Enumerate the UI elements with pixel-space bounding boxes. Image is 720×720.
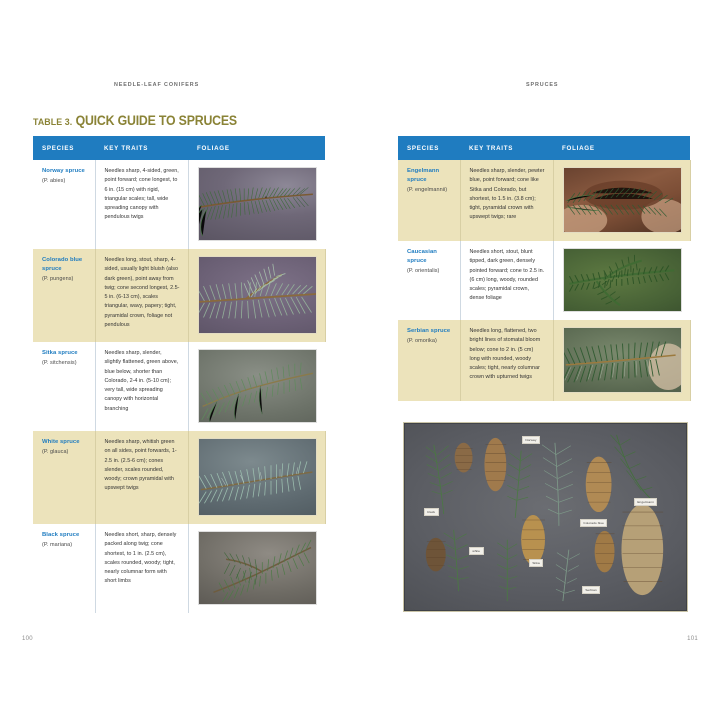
- species-cell: [398, 160, 460, 241]
- running-head-left: NEEDLE-LEAF CONIFERS: [114, 82, 200, 88]
- species-name: Colorado blue spruce: [42, 257, 83, 273]
- key-traits-text: Needles short, stout, blunt tipped, dark green, densely pointed forward; cone to 2.5 in. (6 cm) long, woody, rounded scales; pyramidal crown, dense foliage: [469, 249, 545, 302]
- specimen-label: Engelmann: [634, 498, 657, 506]
- foliage-cell: [188, 431, 325, 524]
- species-cell: [33, 160, 95, 249]
- column-header-foliage: FOLIAGE: [188, 136, 325, 160]
- species-name: Sitka spruce: [42, 350, 78, 356]
- specimen-label: Colorado blue: [580, 519, 607, 527]
- table-header-row: [398, 136, 690, 160]
- foliage-photo-engelmann-spruce: [563, 167, 682, 233]
- species-cell: [398, 320, 460, 401]
- column-header-species: SPECIES: [33, 136, 95, 160]
- specimen-label: Norway: [522, 436, 540, 444]
- species-latin: (P. glauca): [42, 449, 69, 456]
- species-latin: (P. sitchensis): [42, 360, 77, 367]
- specimen-plate-photo: [403, 422, 688, 612]
- species-latin: (P. mariana): [42, 542, 73, 549]
- species-latin: (P. abies): [42, 178, 66, 185]
- foliage-cell: [553, 241, 690, 320]
- page-number-left: 100: [22, 636, 33, 642]
- page-number-right: 101: [687, 636, 698, 642]
- key-traits-text: Needles sharp, whitish green on all sides, point forwards, 1-2.5 in. (2.5-6 cm); cones slender, scales rounded, woody; crown pyramidal with upswept twigs: [104, 439, 177, 492]
- species-cell: [33, 249, 95, 342]
- key-traits-cell: [95, 249, 188, 342]
- running-head-right: SPRUCES: [526, 82, 559, 88]
- key-traits-text: Needles sharp, slender, slightly flattened, green above, blue below, shorter than Colorado, 2-4 in. (5-10 cm); very tall, wide spreading canopy with horizontal branching: [104, 350, 179, 412]
- page-title: [33, 113, 237, 128]
- species-latin: (P. omorika): [407, 338, 437, 345]
- species-name: Engelmann spruce: [407, 168, 440, 184]
- table-title-number: TABLE 3.: [33, 117, 73, 128]
- foliage-photo-white-spruce: [198, 438, 317, 516]
- specimen-label: Sitka: [529, 559, 543, 567]
- spruce-guide-table-right: [398, 136, 691, 401]
- foliage-photo-sitka-spruce: [198, 349, 318, 423]
- foliage-photo-caucasian-spruce: [563, 248, 683, 312]
- table-header-row: [33, 136, 325, 160]
- foliage-photo-colorado-blue-spruce: [198, 256, 317, 334]
- species-cell: [398, 241, 460, 320]
- foliage-cell: [553, 320, 690, 401]
- table-title-text: QUICK GUIDE TO SPRUCES: [75, 113, 237, 128]
- species-latin: (P. engelmannii): [407, 187, 448, 194]
- key-traits-cell: [95, 524, 188, 613]
- column-header-foliage: FOLIAGE: [553, 136, 690, 160]
- species-name: White spruce: [42, 439, 80, 445]
- species-name: Serbian spruce: [407, 328, 451, 334]
- foliage-cell: [553, 160, 690, 241]
- key-traits-cell: [460, 160, 553, 241]
- species-latin: (P. pungens): [42, 276, 74, 283]
- specimen-label: black: [424, 508, 439, 516]
- key-traits-text: Needles long, stout, sharp, 4-sided, usually light bluish (also dark green), point away from twig; cone second longest, 2.5-5 in. (6-13 cm), scales triangular, wavy, papery; tight, pyramidal crown, foliage not pendulous: [104, 257, 180, 329]
- foliage-photo-norway-spruce: [198, 167, 318, 241]
- table-row: [33, 431, 325, 524]
- specimen-label: white: [469, 547, 484, 555]
- table-row: [33, 342, 325, 431]
- foliage-cell: [188, 249, 325, 342]
- foliage-cell: [188, 342, 325, 431]
- species-cell: [33, 431, 95, 524]
- table-row: [33, 249, 325, 342]
- column-header-species: SPECIES: [398, 136, 460, 160]
- table-row: [33, 524, 325, 613]
- species-name: Black spruce: [42, 532, 80, 538]
- table-row: [398, 160, 690, 241]
- key-traits-cell: [460, 241, 553, 320]
- key-traits-cell: [460, 320, 553, 401]
- column-header-key-traits: KEY TRAITS: [95, 136, 188, 160]
- key-traits-text: Needles short, sharp, densely packed along twig; cone shortest, to 1 in. (2.5 cm), scales rounded, woody; tight, nearly columnar form with short limbs: [104, 532, 177, 585]
- species-name: Norway spruce: [42, 168, 85, 174]
- right-page: [360, 0, 720, 720]
- table-row: [398, 241, 690, 320]
- key-traits-cell: [95, 342, 188, 431]
- table-row: [398, 320, 690, 401]
- specimen-label: Serbian: [582, 586, 600, 594]
- key-traits-cell: [95, 431, 188, 524]
- key-traits-text: Needles long, flattened, two bright lines of stomatal bloom below; cone to 2 in. (5 cm) long with rounded, woody scales; tight, nearly columnar crown with upturned twigs: [469, 328, 541, 381]
- foliage-photo-black-spruce: [198, 531, 318, 605]
- foliage-photo-serbian-spruce: [563, 327, 682, 393]
- foliage-cell: [188, 524, 325, 613]
- key-traits-text: Needles sharp, 4-sided, green, point forward; cone longest, to 6 in. (15 cm) with rigid, triangular scales; tall, wide spreading canopy with pendulous twigs: [104, 168, 179, 221]
- species-cell: [33, 524, 95, 613]
- species-name: Caucasian spruce: [407, 249, 437, 265]
- species-cell: [33, 342, 95, 431]
- table-row: [33, 160, 325, 249]
- species-latin: (P. orientalis): [407, 268, 440, 275]
- foliage-cell: [188, 160, 325, 249]
- key-traits-text: Needles sharp, slender, pewter blue, point forward; cone like Sitka and Colorado, but shortest, to 1.5 in. (3.8 cm); tight, pyramidal crown with upswept twigs; rare: [469, 168, 545, 221]
- key-traits-cell: [95, 160, 188, 249]
- spruce-guide-table-left: [33, 136, 326, 613]
- column-header-key-traits: KEY TRAITS: [460, 136, 553, 160]
